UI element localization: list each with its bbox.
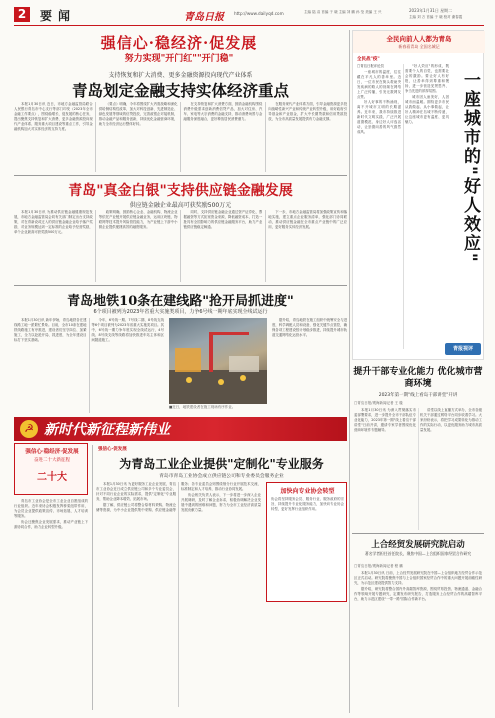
cadre-training-subhead: 2023年第一期"线上看岛干部讲堂"开讲 bbox=[378, 393, 458, 398]
website[interactable]: http://www.dailyqd.com bbox=[234, 11, 284, 16]
party-side-badge-line3: 二十大 bbox=[37, 472, 67, 483]
sco-research-headline: 上合经贸发展研究院启动 bbox=[371, 540, 465, 550]
column-piece-body bbox=[357, 64, 449, 349]
metro-photo-caption: ■近日，地铁建设者在施工现场有序作业。 bbox=[169, 405, 236, 409]
supply-chain-headline: 青岛"真金白银"支持供应链金融发展 bbox=[68, 183, 293, 199]
party-inset-text: 协会将坚持服务会员、服务行业、服务政府的宗旨，持续提升专业化服务能力，加快向专业协会转型，更好发挥行业组织作用。 bbox=[271, 497, 344, 511]
cadre-training-headline: 提升干部专业化能力 优化城市营商环境 bbox=[353, 367, 483, 389]
column-divider bbox=[349, 30, 350, 713]
party-paragraph: 协会相关负责人表示，下一步将进一步深入企业开展调研，及时了解企业诉求，积极协调解决企业发展中遇到的困难和问题，努力为全市工业经济高质量发展贡献力量。 bbox=[181, 492, 261, 512]
column-piece-author: □青岛日报评论员 bbox=[357, 64, 384, 68]
metro-paragraph: 今年，6号线一期、7号线二期、8号线支线等6个项目被列为2023年省重大实施类项目。其中，6号线一期力争年底实现全线试运行，4号线、8号线支线等线路将加快推进车站主体和区间隧道施工。 bbox=[91, 318, 164, 342]
divider bbox=[352, 533, 484, 534]
column-piece-label: 全民战"疫" bbox=[357, 57, 380, 62]
party-subhead: 青岛市青岛工业协会成立供应链公司和专业委员会服务企业 bbox=[159, 474, 284, 479]
lead-paragraph: 在服务现代产业体系方面，引导金融资源更多投向战略性新兴产业和传统产业转型升级，用好政府引导基金和产业基金，扩大中长期贷款和信用贷款投放，为全市高质量发展提供有力金融支撑。 bbox=[268, 102, 347, 121]
column-piece-paragraph: 城市因人而美好，人因城市而温暖。期待更多市民从我做起、从小事做起，让好人精神在岛城不断传递，让这座城市更有温度、更具魅力。 bbox=[405, 94, 449, 124]
column-piece-header-sub: 新春看青岛 全国名城记 bbox=[398, 44, 440, 49]
column-piece-paragraph: "好人效应"的形成，既需要个人的自觉，也需要社会的激励。要让好人有好报，让善举得到尊重和褒扬，进一步营造见贤思齐、争当先进的浓厚氛围。 bbox=[405, 64, 449, 93]
cadre-training-paragraph: 讲堂以线上直播方式举办，全市各级机关干部通过网络平台同步收看学习。大家纷纷表示，将把学习成果转化为推动工作的实际行动，以更优服务助力城市高质量发展。 bbox=[420, 408, 482, 432]
party-headline: 为青岛工业企业提供"定制化"专业服务 bbox=[119, 457, 324, 471]
party-paragraph: 据了解，供应链公司将整合原材料采购、物流仓储等资源，为中小企业提供集中采购、供应链金融等服务；各专业委员会则围绕细分行业开展技术交流、标准制定和人才培养，推动行业协同发展。 bbox=[96, 482, 261, 512]
column-piece-header bbox=[353, 31, 485, 53]
sco-research-paragraph: 据介绍，研究院将整合国内外高端智库资源，围绕贸易投资、物流通道、金融合作等领域开展专题研究，定期发布研究报告，打造服务上合经贸合作的高端智库平台，助力示范区建设"一带一路"国际合作新平台。 bbox=[354, 586, 482, 601]
column-piece-footer-label: 青报视评 bbox=[452, 346, 473, 352]
supply-chain-body bbox=[14, 210, 347, 282]
sco-research-paragraph: 本报1月30日讯 日前，上合经贸发展研究院在中国—上合组织地方经贸合作示范区正式启动。研究院将聚焦中国与上合组织国家经贸合作中的重大问题开展前瞻性研究，为示范区建设提供智力支持。 bbox=[354, 571, 482, 585]
campaign-banner bbox=[14, 32, 344, 66]
sco-research-subhead: 著名学者担任首任院长，聚焦中国—上合组织国家经贸合作研究 bbox=[364, 551, 472, 556]
lead-body bbox=[14, 102, 347, 172]
supply-chain-paragraph: 同时，支持供应链金融企业通过资产证券化、票据融资等方式拓宽资金来源，降低融资成本，打造一批具有全国影响力的供应链金融服务平台，助力产业链供应链稳定畅通。 bbox=[183, 210, 263, 229]
supply-chain-subhead: 供应链金融企业最高可获奖励500万元 bbox=[129, 202, 232, 209]
metro-body-left bbox=[14, 318, 164, 413]
date-line: 2023年1月31日 星期二 bbox=[409, 8, 453, 13]
divider bbox=[14, 285, 347, 286]
sco-research-byline: □青岛日报/观海新闻记者 程 鹏 bbox=[354, 564, 403, 568]
metro-story bbox=[14, 288, 347, 415]
party-emblem-icon: ☭ bbox=[20, 420, 38, 438]
party-sub-tag: 强信心·促发展 bbox=[98, 447, 127, 452]
lead-headline: 青岛划定金融支持实体经济重点 bbox=[71, 81, 289, 100]
page-number-box bbox=[14, 7, 30, 22]
party-side-badge-line1: 强信心·稳经济·促发展 bbox=[25, 449, 79, 455]
column-piece-header-title: 全民向前人人都为青岛 bbox=[386, 35, 452, 43]
column-piece-footer-tag bbox=[445, 343, 481, 355]
party-inset-box bbox=[266, 482, 347, 602]
metro-paragraph: 据介绍，青岛地铁在施工组织中统筹安全与进度，科学调配人员和设备，强化关键节点管控，确保各项工程建设按计划稳步推进，持续提升城市轨道交通网络化运营水平。 bbox=[272, 318, 347, 337]
sco-research-story bbox=[352, 536, 484, 713]
metro-body-right bbox=[272, 318, 347, 413]
page-number: 2 bbox=[17, 7, 27, 21]
column-piece-paragraph: 好人好事的不断涌现，离不开城市文明的长期滋养。近年来，我市持续推进新时代文明实践，广泛开展道德模范、身边好人评选活动，让崇德向善的风气蔚然成风。 bbox=[357, 100, 401, 134]
metro-headline: 青岛地铁10条在建线路"抢开局抓进度" bbox=[67, 294, 294, 309]
column-divider bbox=[92, 445, 93, 710]
lead-paragraph: 《要点》明确，今年将围绕扩大内需战略和深化供给侧结构性改革，加大对科技创新、先进制造业、绿色发展等领域的信贷投放，完善政银企对接机制，推动金融产品和服务创新，持续优化金融营商环境，助力全市经济运行整体好转。 bbox=[98, 102, 178, 126]
party-header-bar bbox=[14, 417, 347, 441]
metro-construction-illustration bbox=[169, 318, 267, 404]
party-header-title: 新时代新征程新伟业 bbox=[44, 422, 170, 438]
page-header bbox=[14, 4, 484, 26]
party-side-badge bbox=[14, 443, 88, 495]
party-inset-title: 加快向专业协会转型 bbox=[280, 488, 335, 495]
cadre-training-story bbox=[352, 364, 484, 532]
party-side-paragraph: 青岛市工业协会是全市工业企业自愿组成的行业组织。近年来协会积极发挥桥梁纽带作用，为会员企业提供政策宣传、市场拓展、人才培训等服务。 bbox=[14, 499, 88, 518]
party-column bbox=[14, 417, 347, 713]
masthead-rule bbox=[14, 25, 484, 26]
lead-paragraph: 在支持恢复和扩大消费方面，鼓励金融机构围绕消费升级需求创新消费信贷产品，加大对住房、汽车、家电等大宗消费的金融支持，推动消费场景与金融服务深度融合，更好释放居民消费潜力。 bbox=[183, 102, 263, 121]
party-side-body bbox=[14, 499, 88, 709]
cadre-training-paragraph: 本报1月30日讯 为深入贯彻落实市委部署要求，进一步提升全市干部队伍专业化能力，2023年第一期"线上看岛干部讲堂"日前开讲，邀请专家学者围绕优化营商环境作专题辅导。 bbox=[354, 408, 416, 432]
supply-chain-paragraph: 本报1月30日讯 为推动供应链金融健康规范发展，市地方金融监管局会同有关部门制定出台支持政策，对在青新设或迁入的供应链金融企业给予落户奖励，对业务规模达到一定标准的企业给予经营奖励，单个企业最高可获奖励500万元。 bbox=[14, 210, 93, 234]
column-piece-paragraph: 一座城市的温度，往往藏在平凡人的善举里。近日，一位市民在街头救助突发疾病的路人的视频在网络上广泛传播，引发无数网友点赞。 bbox=[357, 69, 401, 99]
metro-photo bbox=[169, 318, 267, 404]
sco-research-body bbox=[354, 571, 482, 711]
staff-line: 主编 刘 万 首编 于 晓 校对 谢春霞 bbox=[409, 15, 463, 19]
paper-logo: 青岛日报 bbox=[184, 12, 224, 23]
party-body bbox=[96, 482, 261, 707]
supply-chain-paragraph: 下一步，市地方金融监管局将加强政策宣传和落地实施，建立重点企业服务清单，强化部门协同联动，推动供应链金融在全市重点产业链中的广泛应用，更好服务实体经济发展。 bbox=[268, 210, 347, 229]
banner-subtitle: 努力实现"开门红""开门稳" bbox=[124, 54, 234, 64]
cadre-training-body bbox=[354, 408, 482, 530]
edition-info: 主编 陆 双 首编 于 晓 主编 刘 鹏 孙 莹 美编 王 兴 bbox=[304, 10, 382, 14]
metro-subhead: 6个项目被列为2023年省重大实施类项目，力争6号线一期年底实现全线试运行 bbox=[93, 309, 268, 315]
metro-paragraph: 本报1月30日讯 新年伊始，青岛地铁各在建线路工地一派繁忙景象。目前，全市10条在建地铁线路施工有序推进，建设者们坚守岗位、加紧施工，全力以赴抢开局、抓进度，为全年建设目标打下坚实基础。 bbox=[14, 318, 87, 342]
party-side-badge-line2: 奋进二十大新征程 bbox=[34, 458, 70, 463]
party-side-paragraph: 协会还聚焦企业发展需求，推动产业链上下游协同合作，助力企业转型升级。 bbox=[14, 519, 88, 529]
divider bbox=[14, 175, 347, 176]
lead-paragraph: 本报1月30日讯 近日，市地方金融监管局联合人民银行青岛市中心支行等部门印发《2023年全市金融工作要点》，围绕稳增长、促发展的核心任务，提出聚焦支持恢复和扩大消费、更多金融资源投向现代产业体系、服务重大项目建设等重点工作，引导金融机构加大对实体经济的支持力度。 bbox=[14, 102, 93, 131]
supply-chain-paragraph: 政策明确，鼓励核心企业、金融机构、物流企业等依托产业链开展供应链金融业务，运用区块链、物联网等技术提升风险管控能力，为产业链上下游中小微企业提供便捷高效的融资服务。 bbox=[98, 210, 178, 229]
lead-story bbox=[14, 68, 347, 173]
column-piece-vertical-title: 一座城市的"好人效应" bbox=[460, 71, 480, 264]
banner-title: 强信心·稳经济·促发展 bbox=[100, 34, 258, 52]
party-paragraph: 本报1月30日讯 为更好服务工业企业发展，青岛市工业协会近日成立供应链公司和多个专业委员会，针对不同行业企业的实际需求，提供"定制化"专业服务，帮助企业降本增效、拓展市场。 bbox=[96, 482, 176, 501]
lead-kicker: 支持恢复和扩大消费、更多金融资源投向现代产业体系 bbox=[108, 72, 253, 79]
section-name: 要闻 bbox=[40, 9, 77, 23]
supply-chain-story bbox=[14, 178, 347, 283]
cadre-training-byline: □青岛日报/观海新闻记者 王 璇 bbox=[354, 401, 403, 405]
column-piece bbox=[352, 30, 484, 360]
